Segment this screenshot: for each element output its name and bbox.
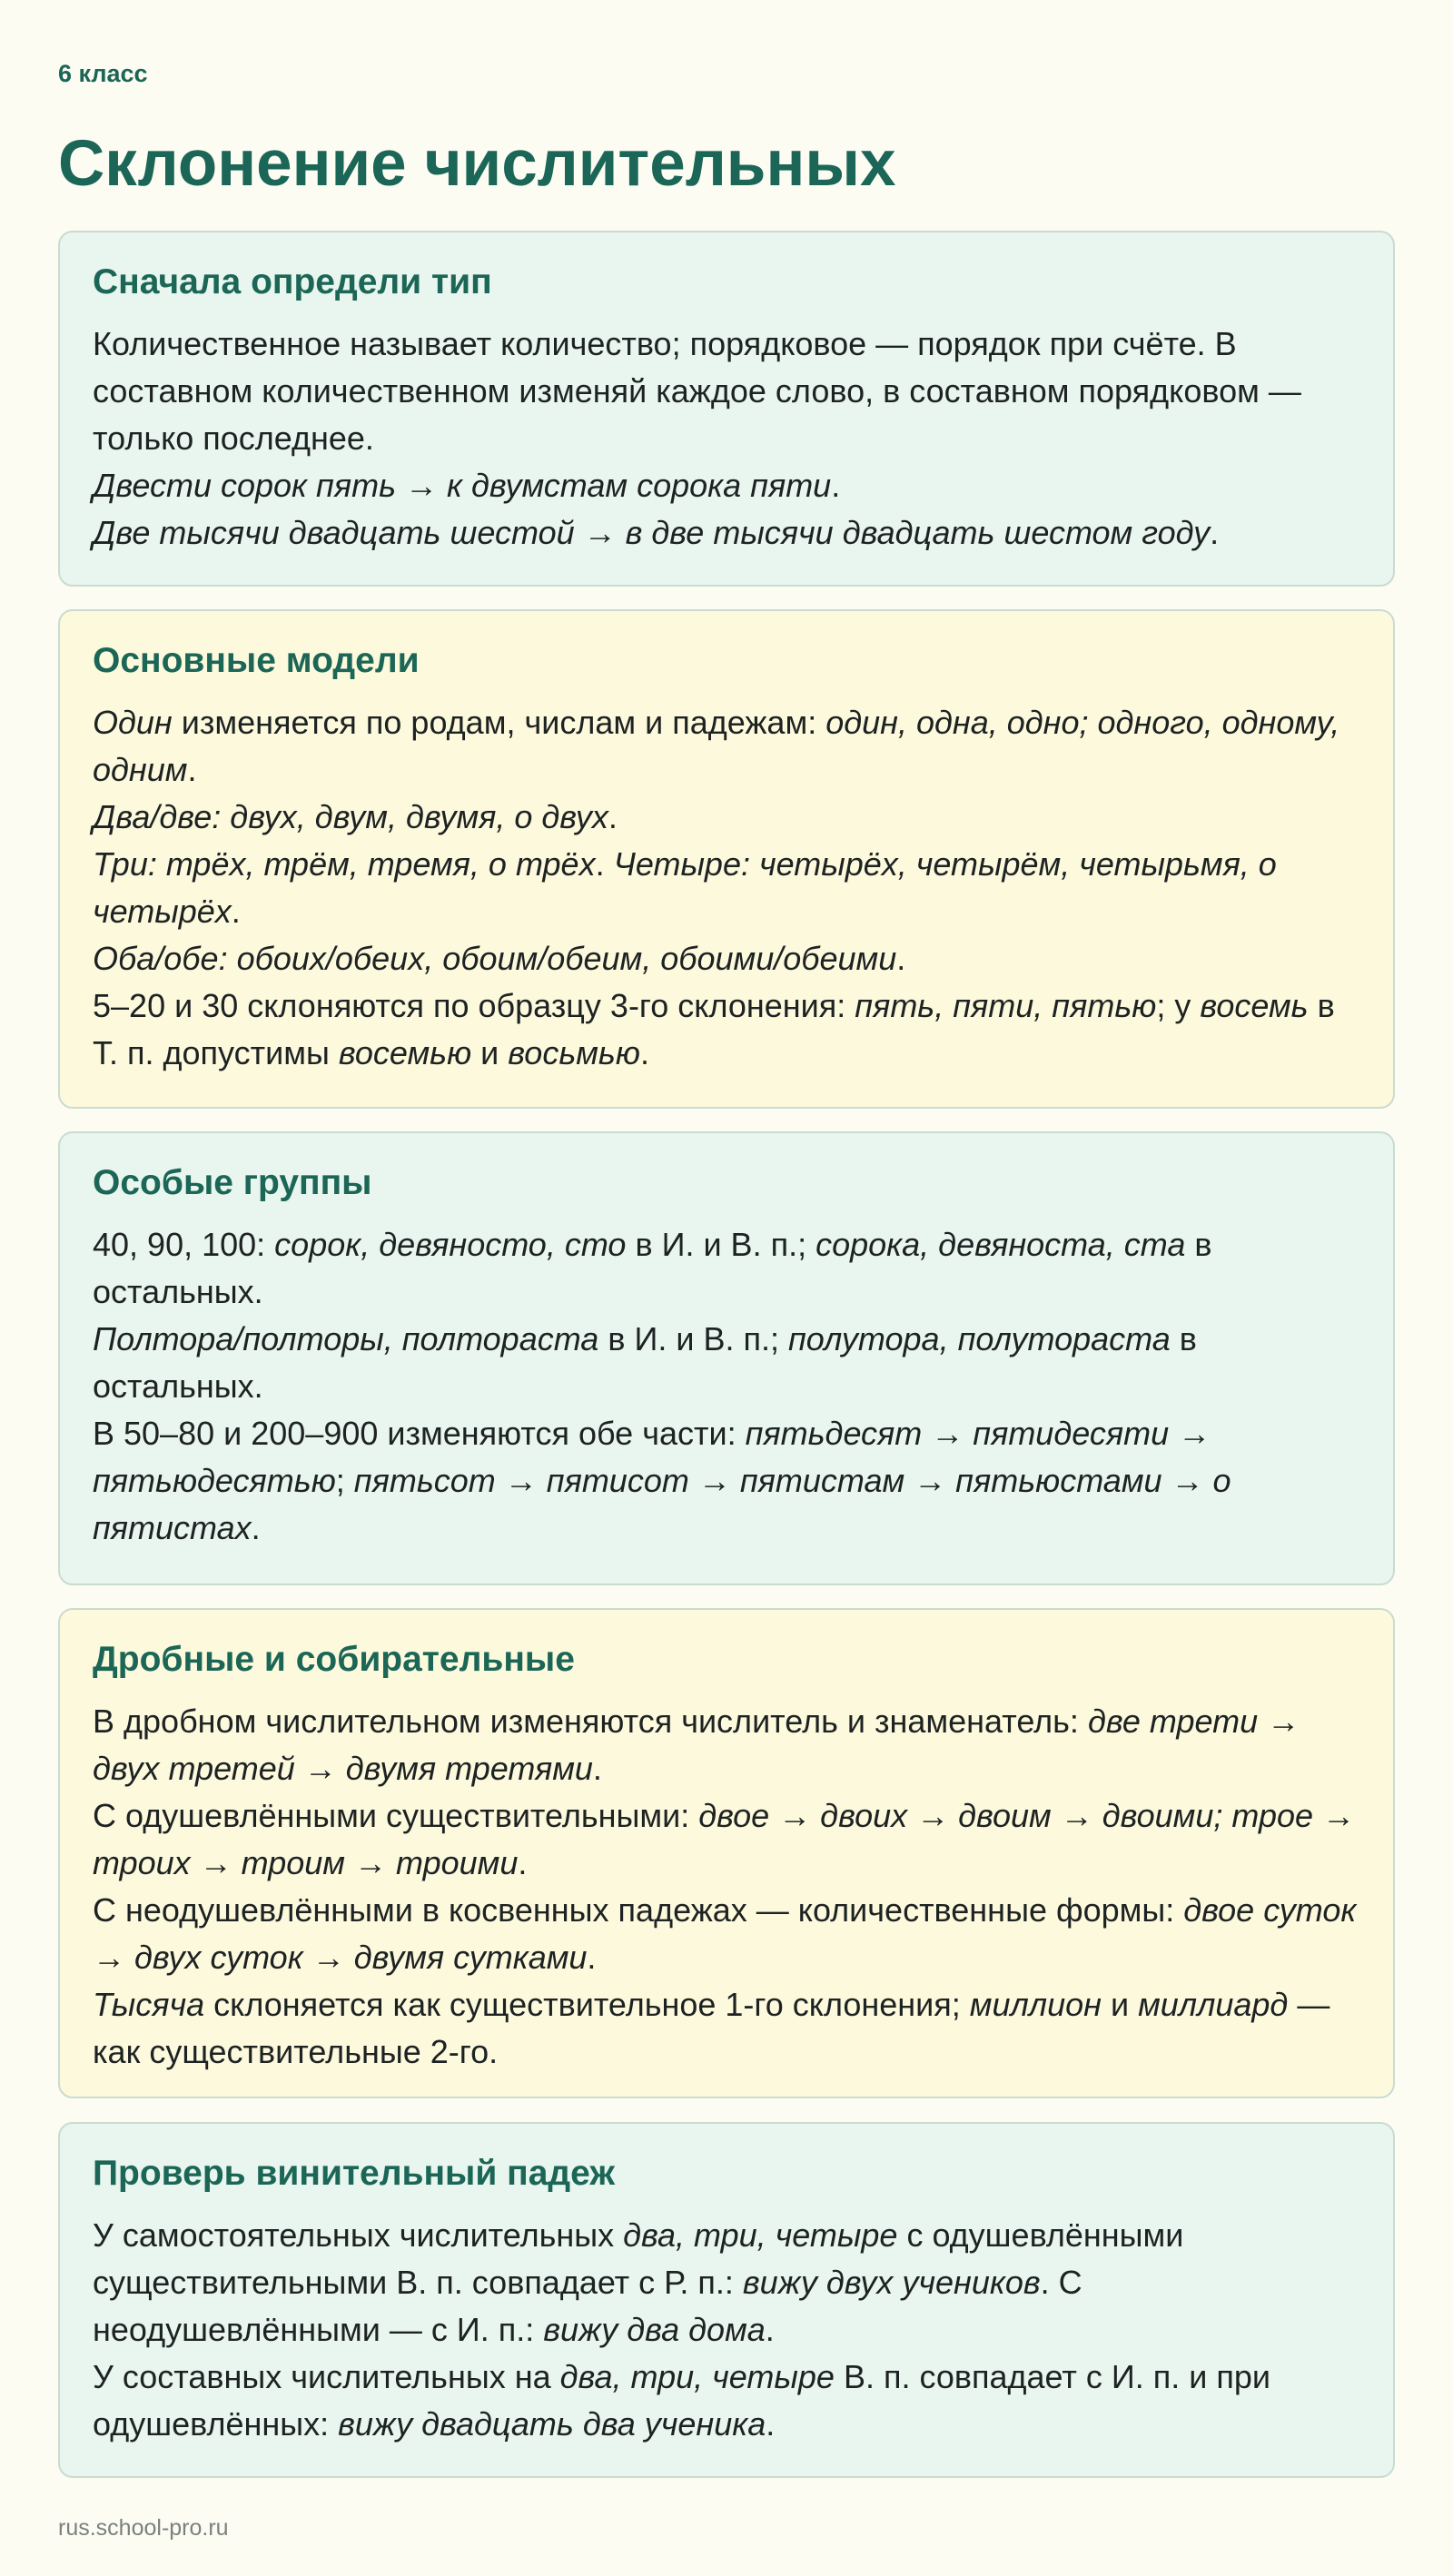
card-line [93,1410,1360,1552]
card-special-groups [58,1131,1395,1585]
card-line [93,935,1360,982]
body-text: ; [335,1461,354,1499]
example-text: Тысяча [93,1985,205,2023]
example-text: восемью [338,1033,472,1071]
example-text: вижу два дома [543,2310,766,2348]
card-basic-models [58,609,1395,1109]
example-text: вижу двух учеников [742,2263,1041,2301]
example-text: Четыре: четырёх, четырём, четырьмя, о четырёх [93,844,1277,930]
card-line [93,699,1360,794]
body-text: склоняется как существительное 1-го склонения; [204,1985,970,2023]
card-body [93,321,1360,557]
body-text: в остальных. [93,1225,1212,1310]
body-text: в остальных. [93,1319,1197,1405]
body-text: В 50–80 и 200–900 изменяются обе части: [93,1414,746,1452]
body-text: и [1101,1985,1139,2023]
card-body [93,699,1360,1077]
body-text: ; у [1156,986,1201,1024]
body-text: . [766,2404,776,2443]
body-text: У самостоятельных числительных [93,2216,624,2254]
example-text: Один [93,703,173,741]
example-text: Полтора/полторы, полтораста [93,1319,599,1357]
body-text: с одушевлёнными существительными В. п. совпадает с Р. п.: [93,2216,1184,2301]
body-text: 5–20 и 30 склоняются по образцу 3-го склонения: [93,986,855,1024]
body-text: в И. и В. п.; [598,1319,788,1357]
example-text: пятьсот → пятисот → пятистам → пятьюстами → о пятистах [93,1461,1231,1546]
card-line [93,794,1360,841]
card-line [93,1221,1360,1316]
body-text: 40, 90, 100: [93,1225,275,1263]
body-text: В дробном числительном изменяются числитель и знаменатель: [93,1702,1088,1740]
grade-label: 6 класс [58,60,148,87]
body-text: в Т. п. допустимы [93,986,1335,1071]
example-text: двое суток → двух суток → двумя сутками [93,1890,1357,1976]
card-line [93,462,1360,509]
body-text: . [765,2310,775,2348]
card-line [93,2212,1360,2354]
card-title: Сначала определи тип [93,262,492,301]
example-text: миллиард [1138,1985,1289,2023]
body-text: — как существительные 2-го. [93,1985,1330,2070]
body-text: и [471,1033,509,1071]
card-line [93,509,1360,557]
example-text: Оба/обе: обоих/обеих, обоим/обеим, обоими/обеими [93,939,897,977]
example-text: один, одна, одно; одного, одному, одним [93,703,1340,788]
example-text: две трети → двух третей → двумя третями [93,1702,1300,1787]
body-text: изменяется по родам, числам и падежам: [172,703,826,741]
example-text: Две тысячи двадцать шестой → в две тысячи двадцать шестом году [93,513,1211,551]
card-line [93,1981,1360,2076]
card-line [93,2354,1360,2448]
example-text: миллион [969,1985,1102,2023]
card-line [93,321,1360,462]
card-title: Дробные и собирательные [93,1640,575,1679]
body-text: . [595,844,614,883]
body-text: . [587,1938,597,1976]
card-line [93,982,1360,1077]
card-body [93,2212,1360,2448]
example-text: полутора, полутораста [787,1319,1171,1357]
example-text: Два/две: двух, двум, двумя, о двух [93,797,608,835]
body-text: . [1210,513,1220,551]
body-text: . С неодушевлёнными — с И. п.: [93,2263,1082,2348]
card-determine-type [58,231,1395,587]
body-text: в И. и В. п.; [626,1225,816,1263]
card-title: Проверь винительный падеж [93,2154,615,2193]
card-body [93,1221,1360,1552]
example-text: Двести сорок пять → к двумстам сорока пяти [93,466,832,504]
footer-source: rus.school-pro.ru [58,2515,229,2541]
body-text: . [518,1843,528,1881]
body-text: Количественное называет количество; порядковое — порядок при счёте. В составном количественном изменяй каждое слово, в составном порядковом — только последнее. [93,324,1301,457]
body-text: . [896,939,906,977]
example-text: пятьдесят → пятидесяти → пятьюдесятью [93,1414,1211,1499]
card-line [93,1698,1360,1792]
body-text: У составных числительных на [93,2357,560,2395]
body-text: С одушевлёнными существительными: [93,1796,699,1834]
body-text: . [251,1508,261,1546]
body-text: . [187,750,197,788]
card-line [93,1316,1360,1410]
example-text: сорок, девяносто, сто [274,1225,627,1263]
example-text: два, три, четыре [623,2216,898,2254]
card-body [93,1698,1360,2076]
example-text: два, три, четыре [559,2357,835,2395]
card-line [93,1792,1360,1887]
example-text: двое → двоих → двоим → двоими; трое → троих → троим → троими [93,1796,1356,1881]
body-text: . [231,892,241,930]
body-text: С неодушевлёнными в косвенных падежах — количественные формы: [93,1890,1184,1929]
example-text: Три: трёх, трём, тремя, о трёх [93,844,596,883]
card-fractional-collective [58,1608,1395,2098]
card-line [93,841,1360,935]
body-text: . [639,1033,649,1071]
card-accusative-check [58,2122,1395,2478]
page-title: Склонение числительных [58,128,896,200]
body-text: . [608,797,618,835]
body-text: . [592,1749,602,1787]
card-title: Особые группы [93,1163,372,1202]
example-text: вижу двадцать два ученика [338,2404,766,2443]
example-text: пять, пяти, пятью [855,986,1157,1024]
example-text: сорока, девяноста, ста [815,1225,1186,1263]
body-text: . [831,466,841,504]
body-text: В. п. совпадает с И. п. и при одушевлённых: [93,2357,1270,2443]
example-text: восемь [1200,986,1309,1024]
card-line [93,1887,1360,1981]
card-title: Основные модели [93,641,420,680]
example-text: восьмью [508,1033,640,1071]
